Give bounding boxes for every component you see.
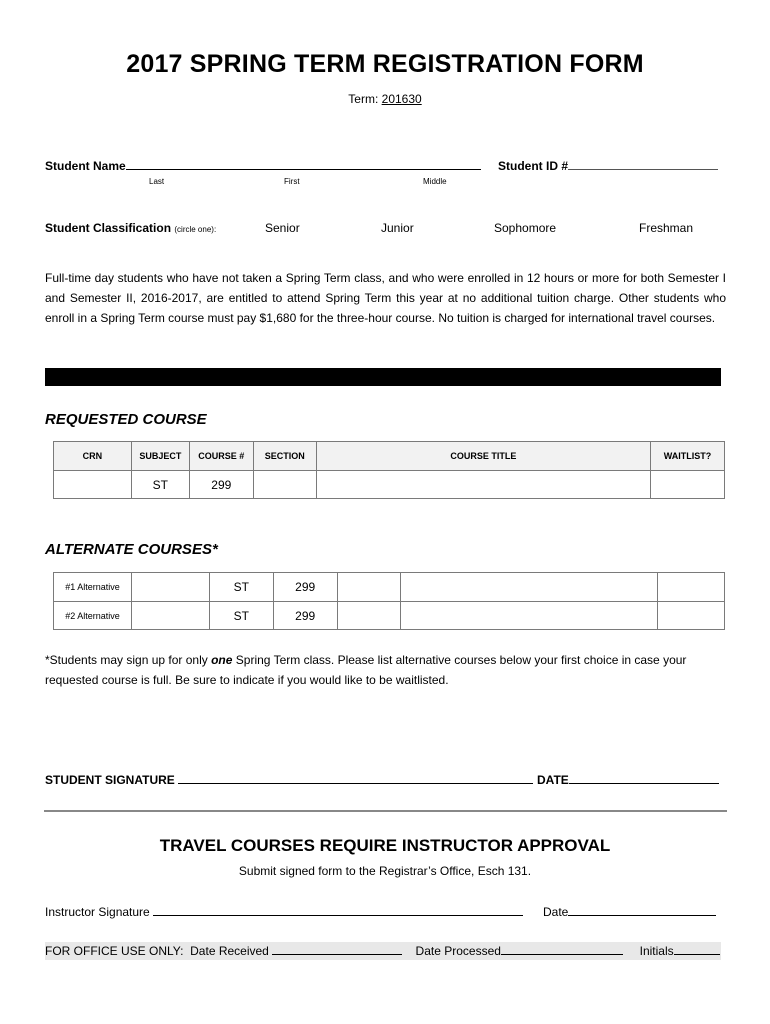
instructor-signature-field[interactable] xyxy=(153,904,523,916)
col-subject: SUBJECT xyxy=(131,442,189,471)
office-use-label: FOR OFFICE USE ONLY: xyxy=(45,944,184,958)
table-row xyxy=(54,471,725,499)
student-date-label: DATE xyxy=(537,773,569,787)
class-option-sophomore[interactable]: Sophomore xyxy=(494,221,557,235)
term-line xyxy=(0,92,770,106)
instructor-date-label: Date xyxy=(543,905,569,919)
footnote-emphasis: one xyxy=(211,653,233,667)
crn-cell[interactable] xyxy=(131,602,209,630)
student-signature-row xyxy=(45,772,533,787)
date-received-field[interactable] xyxy=(272,943,402,955)
term-value: 201630 xyxy=(381,92,422,106)
tuition-paragraph: Full-time day students who have not taken a Spring Term class, and who were enrolled in 12 hours or more for both Semester I and Semester II, 2016-2017, are entitled to attend Spring Term this year at no additional tuition charge. Other students who enroll in a Spring Term course must pay $1,680 for the three-hour course. No tuition is charged for international travel courses. xyxy=(45,271,726,325)
date-received-label: Date Received xyxy=(190,944,269,958)
col-course-title: COURSE TITLE xyxy=(316,442,650,471)
course-number-cell[interactable]: 299 xyxy=(273,573,337,602)
subject-cell[interactable]: ST xyxy=(131,471,189,499)
classification-note: (circle one): xyxy=(174,225,217,234)
student-date-row xyxy=(537,772,719,787)
course-title-cell[interactable] xyxy=(400,602,658,630)
table-header-row xyxy=(54,442,725,471)
section-cell[interactable] xyxy=(337,602,400,630)
subject-cell[interactable]: ST xyxy=(209,602,273,630)
waitlist-cell[interactable] xyxy=(658,602,725,630)
col-course-number: COURSE # xyxy=(189,442,253,471)
office-use-bar xyxy=(45,942,721,960)
classification-label: Student Classification xyxy=(45,221,172,235)
waitlist-cell[interactable] xyxy=(658,573,725,602)
initials-label: Initials xyxy=(639,944,674,958)
alt-label-cell: #1 Alternative xyxy=(54,573,132,602)
section-cell[interactable] xyxy=(253,471,316,499)
submit-instructions: Submit signed form to the Registrar’s Office, Esch 131. xyxy=(238,864,532,878)
alt-label-cell: #2 Alternative xyxy=(54,602,132,630)
alternate-courses-table xyxy=(53,572,725,630)
sub-label-last: Last xyxy=(149,177,165,186)
instructor-date-row xyxy=(543,904,716,919)
class-option-senior[interactable]: Senior xyxy=(265,221,300,235)
footnote-after: Spring Term class. Please list alternative courses below your first choice in case your requested course is full. Be sure to indicate if you would like to be waitlisted. xyxy=(45,653,687,687)
table-row xyxy=(54,602,725,630)
student-id-field[interactable] xyxy=(568,158,718,170)
crn-cell[interactable] xyxy=(54,471,132,499)
section-cell[interactable] xyxy=(337,573,400,602)
initials-field[interactable] xyxy=(674,943,720,955)
instructor-signature-row xyxy=(45,904,523,919)
student-signature-label: STUDENT SIGNATURE xyxy=(45,773,175,787)
term-label: Term: xyxy=(348,92,379,106)
student-id-row xyxy=(498,158,718,173)
student-name-field[interactable] xyxy=(126,158,481,170)
course-number-cell[interactable]: 299 xyxy=(273,602,337,630)
crn-cell[interactable] xyxy=(131,573,209,602)
col-waitlist: WAITLIST? xyxy=(651,442,725,471)
alternate-courses-heading: ALTERNATE COURSES* xyxy=(45,541,218,558)
student-date-field[interactable] xyxy=(569,772,719,784)
subject-cell[interactable]: ST xyxy=(209,573,273,602)
requested-course-heading: REQUESTED COURSE xyxy=(45,411,207,428)
course-title-cell[interactable] xyxy=(316,471,650,499)
form-title: 2017 SPRING TERM REGISTRATION FORM xyxy=(126,50,644,78)
divider-bar xyxy=(45,368,721,386)
footnote-before: *Students may sign up for only xyxy=(45,653,212,667)
date-processed-field[interactable] xyxy=(501,943,623,955)
class-option-freshman[interactable]: Freshman xyxy=(639,221,694,235)
col-section: SECTION xyxy=(253,442,316,471)
travel-heading: TRAVEL COURSES REQUIRE INSTRUCTOR APPROVAL xyxy=(159,836,611,855)
date-processed-label: Date Processed xyxy=(415,944,501,958)
student-id-label: Student ID # xyxy=(498,159,569,173)
sub-label-first: First xyxy=(284,177,300,186)
footnote xyxy=(45,650,725,690)
classification-row xyxy=(45,221,216,235)
col-crn: CRN xyxy=(54,442,132,471)
section-divider xyxy=(44,810,727,812)
student-signature-field[interactable] xyxy=(178,772,533,784)
waitlist-cell[interactable] xyxy=(651,471,725,499)
instructor-date-field[interactable] xyxy=(568,904,716,916)
course-title-cell[interactable] xyxy=(400,573,658,602)
class-option-junior[interactable]: Junior xyxy=(381,221,414,235)
sub-label-middle: Middle xyxy=(423,177,447,186)
student-name-row xyxy=(45,158,481,173)
table-row xyxy=(54,573,725,602)
student-name-label: Student Name xyxy=(45,159,126,173)
requested-course-table xyxy=(53,441,725,499)
instructor-signature-label: Instructor Signature xyxy=(45,905,150,919)
course-number-cell[interactable]: 299 xyxy=(189,471,253,499)
